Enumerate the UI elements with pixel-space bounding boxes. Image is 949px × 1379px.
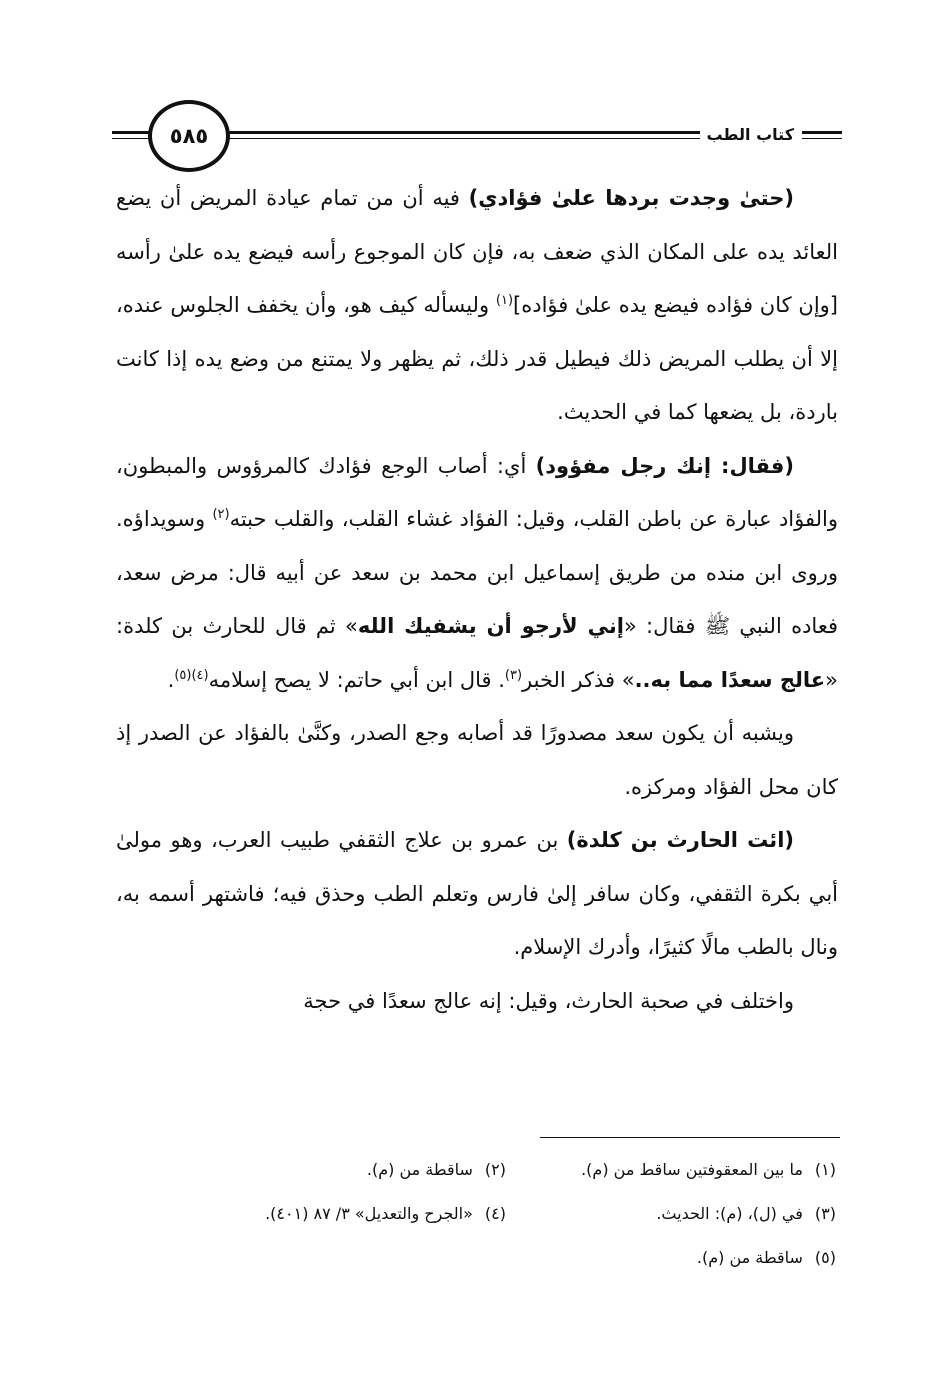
- paragraph-text: ويشبه أن يكون سعد مصدورًا قد أصابه وجع الصدر، وكنَّىٰ بالفؤاد عن الصدر إذ كان محل الفؤاد ومركزه.: [116, 721, 838, 799]
- footnote-number: (٤): [484, 1204, 506, 1223]
- footnote-row: [116, 1192, 836, 1236]
- chapter-title: كتاب الطب: [700, 125, 794, 144]
- page-header: [112, 100, 842, 180]
- footnote-text: في (ل)، (م): الحديث.: [656, 1204, 803, 1223]
- hadith-phrase: عالج سعدًا مما به..: [634, 667, 826, 692]
- footnote-ref: (١): [495, 293, 514, 308]
- footnote-text: «الجرح والتعديل» ٣/ ٨٧ (٤٠١).: [265, 1204, 473, 1223]
- paragraph-text: أي: أصاب الوجع فؤادك كالمرؤوس والمبطون، والفؤاد عبارة عن باطن القلب، وقيل: الفؤاد غشاء القلب، والقلب حبته: [116, 453, 838, 531]
- footnote-text: ساقطة من (م).: [366, 1160, 473, 1179]
- quoted-phrase: (ائت الحارث بن كلدة): [566, 828, 794, 852]
- footnote-number: (١): [814, 1160, 836, 1179]
- paragraph-4: [116, 814, 838, 975]
- paragraph-text: وسويداؤه. وروى ابن منده من طريق إسماعيل ابن محمد بن سعد عن أبيه قال: مرض سعد، فعاده النبي ﷺ فقال: «: [116, 507, 838, 638]
- footnote-3: [506, 1192, 836, 1236]
- footnote-number: (٣): [814, 1204, 836, 1223]
- header-rule-main-thick: [222, 131, 708, 134]
- footnote-4: [176, 1192, 506, 1236]
- paragraph-text: فيه أن من تمام عيادة المريض أن يضع العائد يده على المكان الذي ضعف به، فإن كان الموجوع رأسه فيضع يده علىٰ رأسه [وإن كان فؤاده فيضع يده علىٰ فؤاده]: [116, 186, 838, 317]
- paragraph-text: . قال ابن أبي حاتم: لا يصح إسلامه: [208, 667, 505, 692]
- footnote-2: [176, 1148, 506, 1192]
- paragraph-text: بن عمرو بن علاج الثقفي طبيب العرب، وهو مولىٰ أبي بكرة الثقفي، وكان سافر إلىٰ فارس وتعلم الطب وحذق فيه؛ فاشتهر أسمه به، ونال بالطب مالًا كثيرًا، وأدرك الإسلام.: [116, 828, 838, 959]
- footnote-row: [116, 1148, 836, 1192]
- paragraph-text: » ثم قال للحارث بن كلدة: «: [116, 614, 838, 692]
- footnote-text: ساقطة من (م).: [696, 1248, 803, 1267]
- paragraph-text: وليسأله كيف هو، وأن يخفف الجلوس عنده، إلا أن يطلب المريض ذلك فيطيل قدر ذلك، ثم يظهر ولا يمتنع من وضع يده إذا كانت باردة، بل يضعها كما في الحديث.: [116, 293, 838, 424]
- paragraph-text: .: [167, 667, 175, 692]
- header-rule-right-thin: [802, 138, 842, 139]
- hadith-phrase: إني لأرجو أن يشفيك الله: [357, 614, 624, 638]
- footnote-ref: (٢): [212, 507, 230, 522]
- footnote-separator: [540, 1137, 840, 1138]
- footnotes: [116, 1148, 836, 1280]
- footnote-ref: (٣): [504, 667, 523, 683]
- paragraph-2: [116, 440, 838, 708]
- footnote-row: [116, 1236, 836, 1280]
- main-text: [116, 172, 838, 1028]
- footnote-number: (٢): [484, 1160, 506, 1179]
- paragraph-3: [116, 707, 838, 814]
- quoted-phrase: (حتىٰ وجدت بردها علىٰ فؤادي): [468, 186, 794, 210]
- paragraph-text: واختلف في صحبة الحارث، وقيل: إنه عالج سعدًا في حجة: [303, 988, 794, 1013]
- page-number: ٥٨٥: [148, 100, 230, 172]
- header-rule-right-thick: [802, 131, 842, 134]
- footnote-1: [506, 1148, 836, 1192]
- footnote-5: [506, 1236, 836, 1280]
- paragraph-text: » فذكر الخبر: [522, 667, 635, 692]
- footnote-number: (٥): [814, 1248, 836, 1267]
- footnote-ref: (٤)(٥): [174, 667, 209, 683]
- quoted-phrase: (فقال: إنك رجل مفؤود): [535, 453, 795, 478]
- header-rule-main-thin: [222, 138, 708, 139]
- paragraph-5: [116, 975, 838, 1029]
- paragraph-1: [116, 172, 838, 440]
- footnote-text: ما بين المعقوفتين ساقط من (م).: [581, 1160, 803, 1179]
